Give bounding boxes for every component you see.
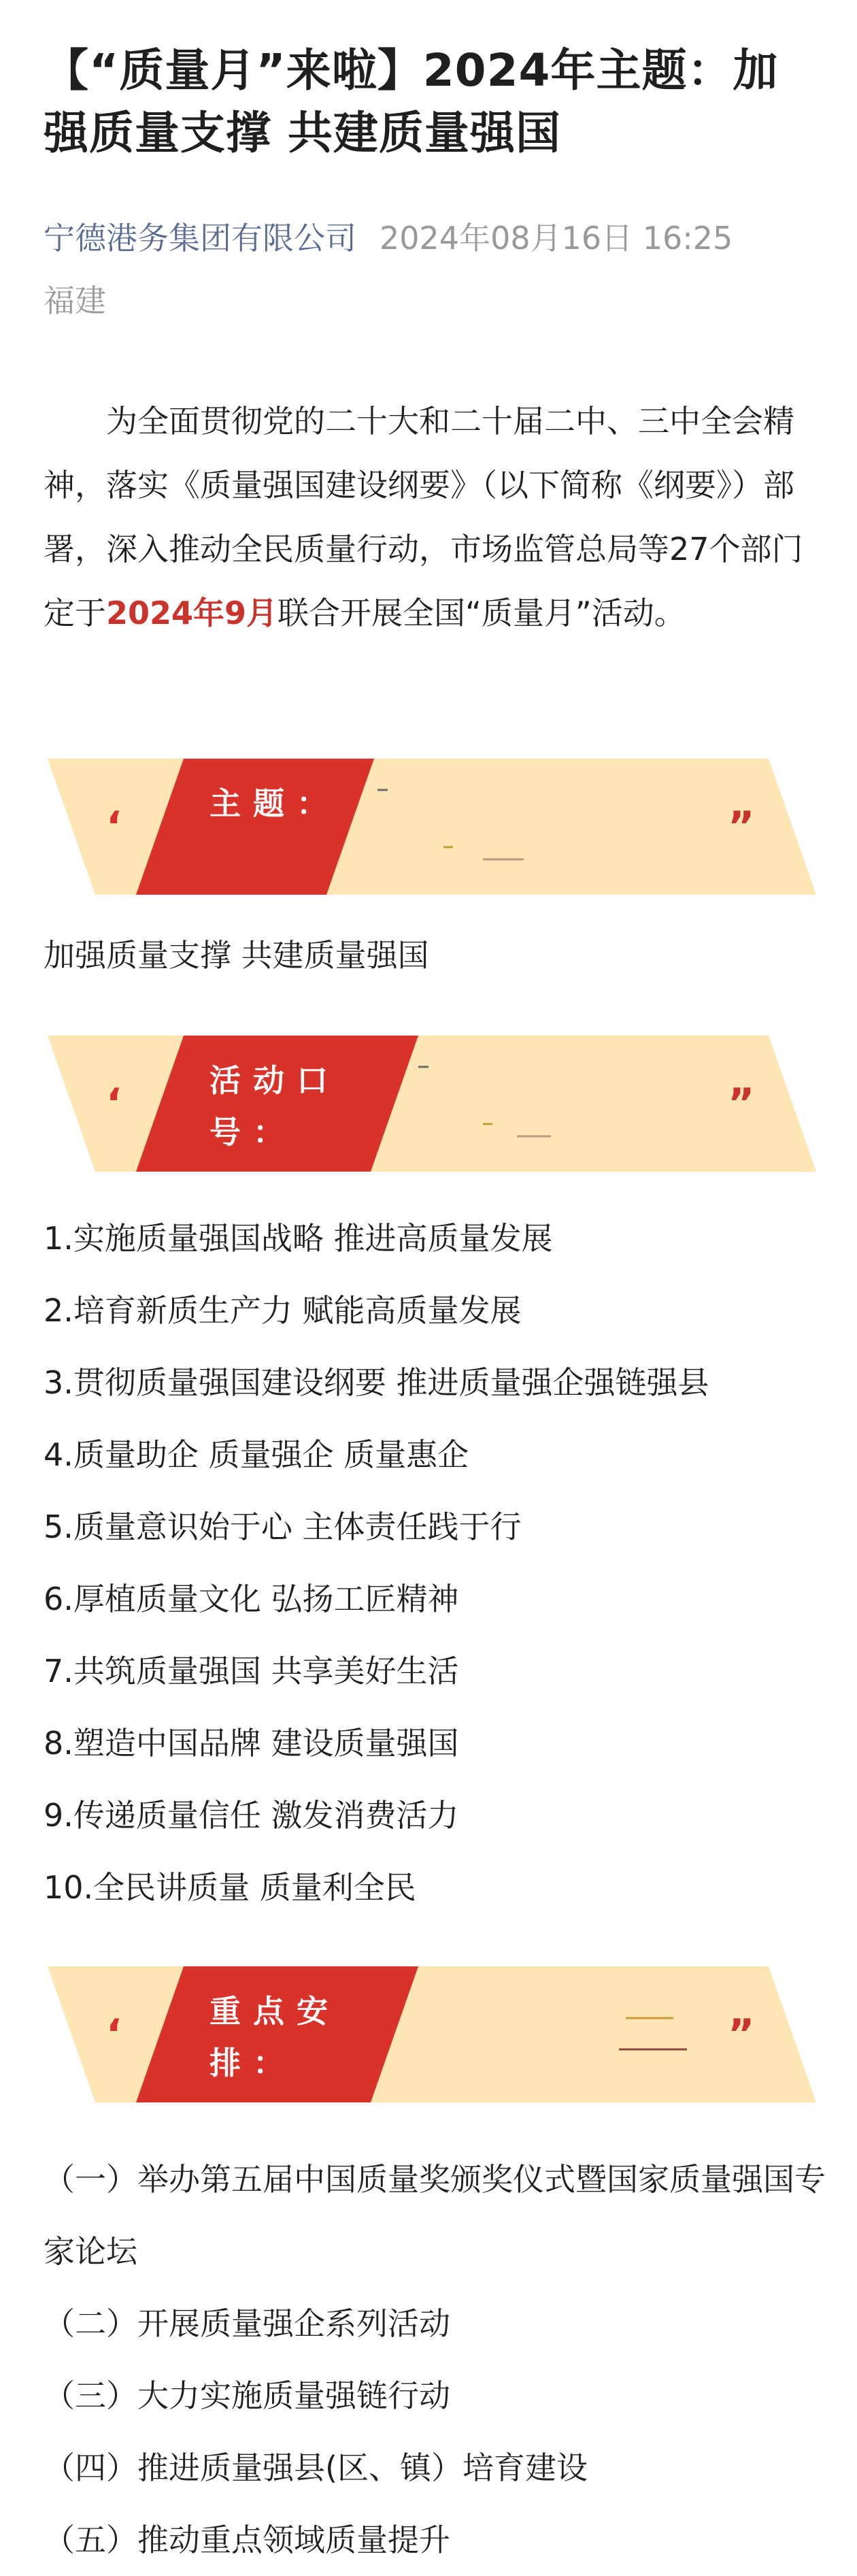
theme-text: 加强质量支撑 共建质量强国 [44,937,429,974]
list-item: （二）开展质量强企系列活动 [44,2305,450,2342]
list-item: 8.塑造中国品牌 建设质量强国 [44,1725,459,1762]
quote-right-icon: ” [728,1080,755,1127]
quote-left-icon: ‘ [106,803,122,851]
list-item: （三）大力实施质量强链行动 [44,2377,450,2414]
list-item: （一）举办第五届中国质量奖颁奖仪式暨国家质量强国专家论坛 [44,2161,826,2270]
list-item: 2.培育新质生产力 赋能高质量发展 [44,1292,522,1329]
list-item: 1.实施质量强国战略 推进高质量发展 [44,1220,553,1257]
banner-graphic [48,1036,816,1172]
banner-graphic [48,1966,816,2102]
banner-slogans [48,1036,816,1172]
banner-label: 重点安排： [209,1993,340,2081]
banner-graphic [48,759,816,895]
list-item: 7.共筑质量强国 共享美好生活 [44,1653,459,1689]
list-item: 5.质量意识始于心 主体责任践于行 [44,1508,522,1545]
article-meta [44,204,819,329]
intro-paragraph: 为全面贯彻党的二十大和二十届二中、三中全会精神，落实《质量强国建设纲要》（以下简称《纲要》）部署，深入推动全民质量行动，市场监管总局等27个部门定于2024年9月联合开展全国“质量月”活动。 [44,403,803,631]
list-item: （五）推动重点领域质量提升 [44,2522,450,2558]
publish-datetime: 2024年08月16日 16:25 [380,220,733,257]
quote-right-icon: ” [728,2011,755,2058]
key-arrangements-list [44,2143,826,2576]
list-item: 3.贯彻质量强国建设纲要 推进质量强企强链强县 [44,1364,709,1401]
publish-location: 福建 [44,282,106,319]
list-item: 4.质量助企 质量强企 质量惠企 [44,1436,469,1473]
quote-right-icon: ” [728,803,755,851]
publisher-link[interactable]: 宁德港务集团有限公司 [44,220,356,257]
quote-left-icon: ‘ [106,1080,122,1127]
article-title: 【“质量月”来啦】2024年主题：加强质量支撑 共建质量强国 [44,44,779,159]
intro-highlight: 2024年9月 [106,595,278,631]
list-item: 10.全民讲质量 质量利全民 [44,1869,416,1906]
list-item: 6.厚植质量文化 弘扬工匠精神 [44,1581,459,1617]
quote-left-icon: ‘ [106,2011,122,2058]
list-item: （四）推进质量强县(区、镇）培育建设 [44,2449,588,2486]
banner-label: 主题： [209,785,340,822]
banner-theme [48,759,816,895]
banner-key [48,1966,816,2102]
list-item: 9.传递质量信任 激发消费活力 [44,1797,459,1834]
banner-label: 活动口号： [209,1062,340,1151]
slogan-list [44,1218,819,1939]
